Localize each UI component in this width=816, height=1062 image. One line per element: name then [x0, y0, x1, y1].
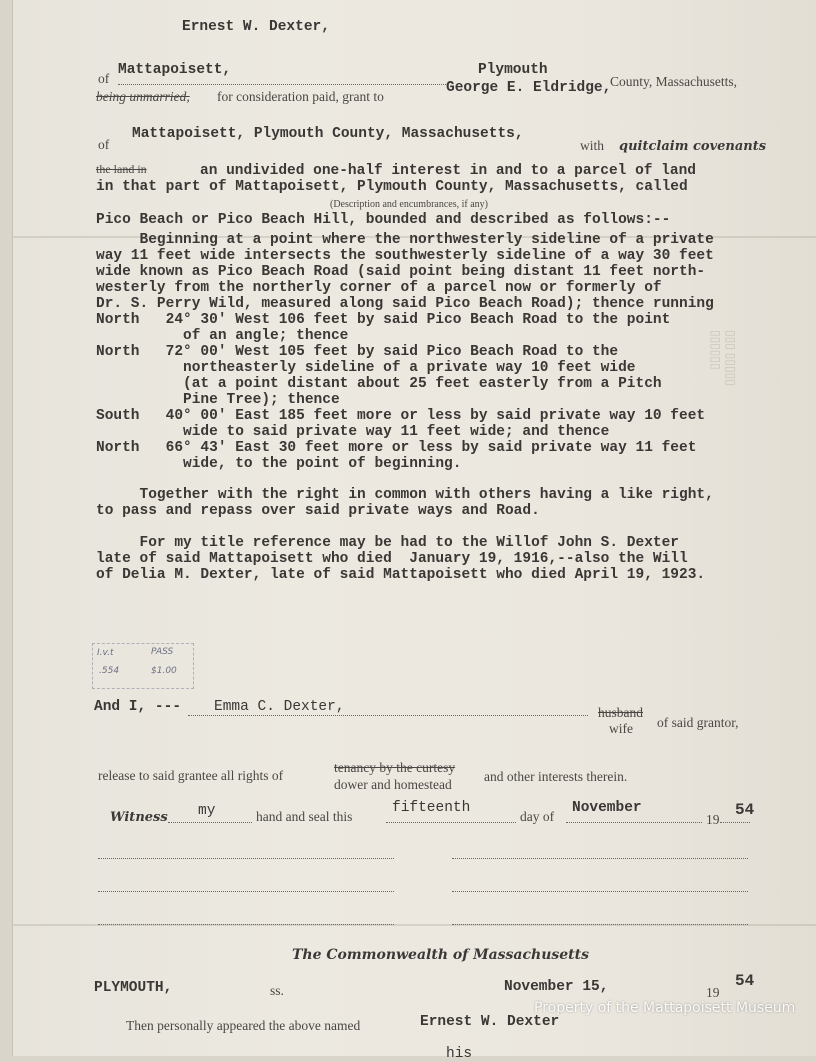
county-label: County, Massachusetts, — [610, 74, 737, 89]
description-line: wide known as Pico Beach Road (said point being distant 11 feet north- — [96, 264, 706, 280]
grantee-address: Mattapoisett, Plymouth County, Massachusetts, — [132, 126, 524, 142]
of-grantor-text: of said grantor, — [657, 715, 739, 730]
description-line: Dr. S. Perry Wild, measured along said Pico Beach Road); thence running — [96, 296, 714, 312]
signature-line — [98, 924, 394, 925]
description-line: of an angle; thence — [96, 328, 349, 344]
witness-label: Witness — [110, 810, 168, 825]
museum-watermark: Property of the Mattapoisett Museum — [534, 1000, 796, 1016]
grantor-name: Ernest W. Dexter, — [182, 19, 330, 35]
signature-line — [452, 891, 748, 892]
wife-label: wife — [609, 721, 633, 736]
tax-stamp-notation — [92, 643, 194, 689]
curtesy-struck: tenancy by the curtesy — [334, 760, 456, 775]
marital-status-struck: being unmarried, — [96, 89, 190, 104]
month-value: November — [572, 800, 642, 816]
description-line: North 24° 30' West 106 feet by said Pico Beach Road to the point — [96, 312, 671, 328]
husband-struck: husband — [598, 705, 643, 720]
spouse-name: Emma C. Dexter, — [214, 699, 345, 715]
ack-date: November 15, — [504, 979, 609, 995]
dower-text: dower and homestead — [334, 777, 452, 792]
title-reference-line: of Delia M. Dexter, late of said Mattapoisett who died April 19, 1923. — [96, 567, 706, 583]
description-line: westerly from the northerly corner of a parcel now or formerly of — [96, 280, 662, 296]
dotted-line — [118, 84, 448, 85]
signature-line — [98, 891, 394, 892]
dotted-line — [566, 822, 702, 823]
appeared-text: Then personally appeared the above named — [126, 1018, 361, 1033]
bottom-fragment: his — [446, 1046, 473, 1062]
and-i-label: And I, --- — [94, 699, 182, 715]
release-text: release to said grantee all rights of — [98, 768, 284, 783]
description-line: wide, to the point of beginning. — [96, 456, 462, 472]
year-prefix: 19 — [706, 812, 720, 827]
title-reference-line: For my title reference may be had to the Willof John S. Dexter — [96, 535, 679, 551]
ack-year-prefix: 19 — [706, 985, 720, 1000]
ss-label: ss. — [270, 983, 284, 998]
description-line: wide to said private way 11 feet wide; and thence — [96, 424, 610, 440]
day-of-text: day of — [520, 809, 555, 824]
dotted-line — [168, 822, 252, 823]
county-typed: Plymouth — [478, 62, 548, 78]
of-label: of — [98, 71, 110, 86]
description-line: way 11 feet wide intersects the southwesterly sideline of a way 30 feet — [96, 248, 714, 264]
together-line: to pass and repass over said private ways and Road. — [96, 503, 540, 519]
hand-seal-text: hand and seal this — [256, 809, 353, 824]
title-reference-line: late of said Mattapoisett who died January 19, 1916,--also the Will — [96, 551, 688, 567]
covenants-type: quitclaim covenants — [619, 139, 767, 154]
of-label: of — [98, 137, 110, 152]
grantee-name: George E. Eldridge, — [446, 80, 612, 96]
description-line: North 72° 00' West 105 feet by said Pico Beach Road to the — [96, 344, 619, 360]
appeared-name: Ernest W. Dexter — [420, 1014, 560, 1030]
description-line: Pine Tree); thence — [96, 392, 340, 408]
stamp-text: PASS — [151, 647, 174, 657]
ack-year-suffix: 54 — [735, 972, 755, 990]
together-line: Together with the right in common with others having a like right, — [96, 487, 714, 503]
grantor-town: Mattapoisett, — [118, 62, 232, 78]
stamp-text: $1.00 — [151, 666, 177, 676]
description-line: northeasterly sideline of a private way 10 feet wide — [96, 360, 636, 376]
year-suffix: 54 — [735, 801, 755, 819]
description-line: in that part of Mattapoisett, Plymouth County, Massachusetts, called — [96, 179, 688, 195]
signature-line — [452, 924, 748, 925]
deed-page — [12, 0, 816, 1056]
stamp-text: I.v.t — [97, 648, 114, 658]
ack-county: PLYMOUTH, — [94, 980, 173, 996]
dotted-line — [188, 715, 588, 716]
signature-line — [452, 858, 748, 859]
witness-my: my — [198, 803, 216, 819]
description-line: North 66° 43' East 30 feet more or less by said private way 11 feet — [96, 440, 697, 456]
description-line: an undivided one-half interest in and to a parcel of land — [200, 163, 696, 179]
dotted-line — [720, 822, 750, 823]
commonwealth-heading: The Commonwealth of Massachusetts — [292, 947, 589, 963]
land-label-struck: the land in — [96, 162, 147, 176]
day-value: fifteenth — [392, 800, 471, 816]
consideration-text: for consideration paid, grant to — [217, 89, 384, 104]
description-caption: (Description and encumbrances, if any) — [330, 199, 488, 210]
description-line: South 40° 00' East 185 feet more or less by said private way 10 feet — [96, 408, 706, 424]
description-line: Pico Beach or Pico Beach Hill, bounded and described as follows:-- — [96, 212, 671, 228]
dotted-line — [386, 822, 516, 823]
other-interests-text: and other interests therein. — [484, 769, 628, 784]
bleed-through-text: ▯▯▯ ▯▯▯▯▯ ▯▯▯▯▯▯ — [709, 330, 738, 386]
stamp-text: .554 — [99, 666, 120, 676]
with-label: with — [580, 138, 605, 153]
signature-line — [98, 858, 394, 859]
description-line: Beginning at a point where the northwesterly sideline of a private — [96, 232, 714, 248]
description-line: (at a point distant about 25 feet easterly from a Pitch — [96, 376, 662, 392]
